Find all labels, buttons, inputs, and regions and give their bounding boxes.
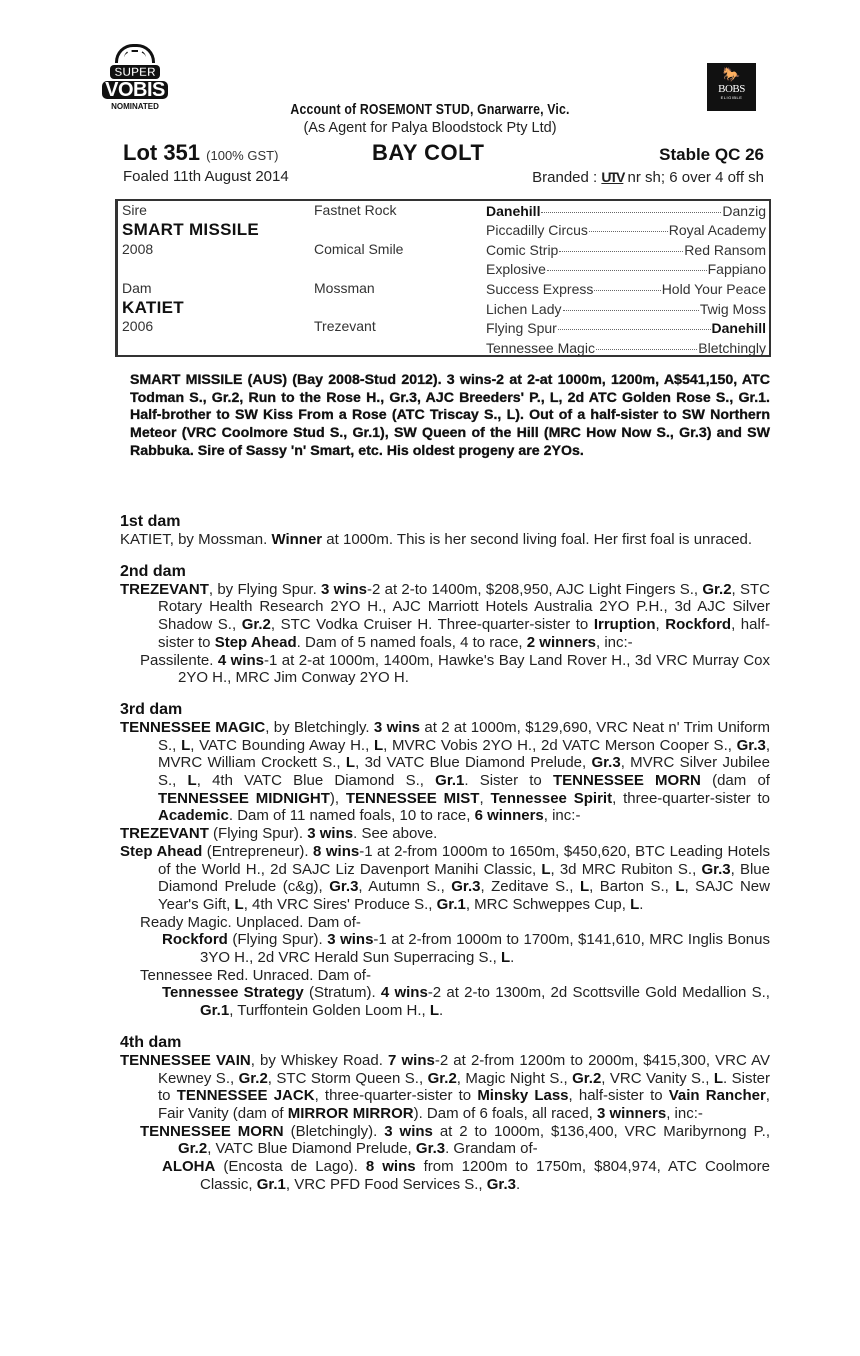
great-great-grandsire: Royal Academy bbox=[668, 222, 766, 239]
family-entry: Step Ahead (Entrepreneur). 8 wins-1 at 2-from 1000m to 1650m, $450,620, BTC Leading Hotels of the World H., 2d SAJC Liz Davenport Manihi Classic, L, 3d MRC Rubiton S., Gr.3, Blue Diamond Prelude (c&g), Gr.3, Autumn S., Gr.3, Zeditave S., L, Barton S., L, SAJC New Year's Gift, L, 4th VRC Sires' Produce S., Gr.1, MRC Schweppes Cup, L. bbox=[120, 842, 770, 913]
great-great-grandsire: Danzig bbox=[722, 203, 766, 219]
great-grandsire: Success Express bbox=[486, 280, 594, 297]
family-sections bbox=[120, 513, 770, 1208]
family-entry: KATIET, by Mossman. Winner at 1000m. This is her second living foal. Her first foal is unraced. bbox=[120, 531, 753, 548]
brand-mark-icon: UTV bbox=[601, 169, 624, 185]
family-entry: TREZEVANT (Flying Spur). 3 wins. See above. bbox=[120, 825, 438, 843]
spacer bbox=[122, 259, 259, 278]
pedigree-line bbox=[486, 202, 766, 221]
logo-nominated-text: NOMINATED bbox=[111, 102, 159, 111]
sire-summary: SMART MISSILE (AUS) (Bay 2008-Stud 2012). 3 wins-2 at 2-at 1000m, 1200m, A$541,150, ATC Todman S., Gr.2, Run to the Rose H., Gr.3, AJC Breeders' P., L, 2d ATC Golden Rose S., Gr.1. Half-brother to SW Kiss From a Rose (ATC Triscay S., L). Out of a half-sister to SW Northern Meteor (VRC Coolmore Stud S., Gr.1), SW Queen of the Hill (MRC How Now S., Gr.3) and SW Rabbuka. Sire of Sassy 'n' Smart, etc. His oldest progeny are 2YOs. bbox=[130, 372, 770, 459]
great-great-grandsire: Red Ransom bbox=[684, 241, 766, 258]
family-entry: ALOHA (Encosta de Lago). 8 wins from 1200m to 1750m, $804,974, ATC Coolmore Classic, Gr.1, VRC PFD Food Services S., Gr.3. bbox=[162, 1158, 770, 1193]
great-grandsire: Comic Strip bbox=[486, 241, 559, 258]
logo-vobis-text: VOBIS bbox=[102, 81, 168, 99]
sire-label: Sire bbox=[122, 202, 147, 218]
great-grandsire: Piccadilly Circus bbox=[486, 222, 588, 239]
sire-dam: Comical Smile bbox=[314, 240, 404, 257]
sire-name: SMART MISSILE bbox=[122, 220, 260, 240]
family-entry: TENNESSEE MAGIC, by Bletchingly. 3 wins at 2 at 1000m, $129,690, VRC Neat n' Trim Uniform S., L, VATC Bounding Away H., L, MVRC Vobis 2YO H., 2d VATC Merson Cooper S., Gr.3, MVRC William Crockett S., L, 3d VATC Blue Diamond Prelude, Gr.3, MVRC Silver Jubilee S., L, 4th VATC Blue Diamond S., Gr.1. Sister to TENNESSEE MORN (dam of TENNESSEE MIDNIGHT), TENNESSEE MIST, Tennessee Spirit, three-quarter-sister to Academic. Dam of 11 named foals, 10 to race, 6 winners, inc:- bbox=[120, 718, 771, 825]
family-entry: Tennessee Strategy (Stratum). 4 wins-2 at 2-to 1300m, 2d Scottsville Gold Medallion S., Gr.1, Turffontein Golden Loom H., L. bbox=[162, 984, 770, 1020]
sire-year: 2008 bbox=[122, 240, 154, 257]
brand-description bbox=[532, 168, 764, 187]
great-grandsire: Tennessee Magic bbox=[486, 339, 595, 356]
great-great-grandsire: Twig Moss bbox=[699, 300, 766, 317]
dam-section bbox=[120, 701, 770, 1020]
dot-leader bbox=[547, 270, 707, 271]
sire-sire: Fastnet Rock bbox=[314, 202, 397, 218]
lot-number bbox=[123, 140, 278, 166]
spacer bbox=[314, 298, 403, 317]
dot-leader bbox=[589, 231, 668, 232]
great-great-grandsire: Fappiano bbox=[707, 261, 766, 278]
section-heading: 1st dam bbox=[120, 513, 181, 530]
dot-leader bbox=[594, 290, 660, 291]
family-entry: Tennessee Red. Unraced. Dam of- bbox=[140, 966, 371, 984]
crown-arch-icon bbox=[115, 44, 155, 63]
horse-sex-colour: BAY COLT bbox=[372, 140, 485, 165]
dam-section bbox=[120, 563, 770, 687]
section-heading: 3rd dam bbox=[120, 700, 183, 718]
pedigree-line bbox=[486, 319, 766, 338]
great-grandsire: Explosive bbox=[486, 261, 546, 278]
great-grandsire: Lichen Lady bbox=[486, 300, 562, 317]
pedigree-line bbox=[486, 339, 766, 358]
spacer bbox=[314, 220, 403, 239]
dot-leader bbox=[596, 349, 697, 350]
family-entry: TREZEVANT, by Flying Spur. 3 wins-2 at 2-to 1400m, $208,950, AJC Light Fingers S., Gr.2, STC Rotary Health Research 2YO H., AJC Marriott Hotels Australia 2YO P.H., 3d AJC Silver Shadow S., Gr.2, STC Vodka Cruiser H. Three-quarter-sister to Irruption, Rockford, half-sister to Step Ahead. Dam of 5 named foals, 4 to race, 2 winners, inc:- bbox=[120, 580, 770, 651]
logo-eligible-text: ELIGIBLE bbox=[720, 95, 743, 100]
pedigree-line bbox=[486, 221, 766, 240]
great-grandsire: Flying Spur bbox=[486, 320, 557, 337]
dam-section bbox=[120, 513, 770, 549]
vendor-agent: (As Agent for Palya Bloodstock Pty Ltd) bbox=[303, 120, 557, 136]
logo-bobs-text: BOBS bbox=[718, 83, 745, 95]
dam-dam: Trezevant bbox=[314, 318, 376, 335]
vendor-account: Account of ROSEMONT STUD, Gnarwarre, Vic. bbox=[290, 101, 570, 118]
pedigree-parents-column bbox=[122, 201, 259, 337]
great-great-grandsire: Bletchingly bbox=[698, 339, 766, 356]
dam-year: 2006 bbox=[122, 318, 154, 335]
pedigree-line bbox=[486, 241, 766, 260]
stable-location: Stable QC 26 bbox=[659, 145, 764, 164]
dam-sire: Mossman bbox=[314, 279, 375, 296]
lot-label: Lot 351 bbox=[123, 140, 201, 165]
horse-jockey-icon: 🐎 bbox=[722, 66, 741, 82]
spacer bbox=[314, 259, 403, 278]
dot-leader bbox=[559, 251, 683, 252]
family-entry: Rockford (Flying Spur). 3 wins-1 at 2-from 1000m to 1700m, $141,610, MRC Inglis Bonus 3YO H., 2d VRC Herald Sun Superracing S., L. bbox=[162, 931, 770, 967]
dot-leader bbox=[541, 212, 721, 213]
pedigree-great-grandparents-column bbox=[486, 202, 766, 358]
branded-suffix: nr sh; 6 over 4 off sh bbox=[627, 169, 764, 186]
family-entry: Passilente. 4 wins-1 at 2-at 1000m, 1400m, Hawke's Bay Land Rover H., 3d VRC Murray Cox 2YO H., MRC Jim Conway 2YO H. bbox=[140, 651, 770, 687]
pedigree-line bbox=[486, 280, 766, 299]
pedigree-line bbox=[486, 260, 766, 279]
dot-leader bbox=[558, 329, 711, 330]
family-entry: TENNESSEE VAIN, by Whiskey Road. 7 wins-2 at 2-from 1200m to 2000m, $415,300, VRC AV Kewney S., Gr.2, STC Storm Queen S., Gr.2, Magic Night S., Gr.2, VRC Vanity S., L. Sister to TENNESSEE JACK, three-quarter-sister to Minsky Lass, half-sister to Vain Rancher, Fair Vanity (dam of MIRROR MIRROR). Dam of 6 foals, all raced, 3 winners, inc:- bbox=[120, 1051, 770, 1122]
family-entry: Ready Magic. Unplaced. Dam of- bbox=[140, 913, 361, 931]
pedigree-grandparents-column bbox=[314, 201, 403, 337]
family-entry: TENNESSEE MORN (Bletchingly). 3 wins at 2 to 1000m, $136,400, VRC Maribyrnong P., Gr.2, VATC Blue Diamond Prelude, Gr.3. Grandam of- bbox=[140, 1122, 770, 1158]
pedigree-table bbox=[115, 199, 771, 357]
dam-label: Dam bbox=[122, 279, 152, 296]
great-great-grandsire: Danehill bbox=[711, 320, 766, 337]
great-great-grandsire: Hold Your Peace bbox=[661, 280, 766, 297]
logo-super-text: SUPER bbox=[110, 65, 159, 79]
branded-prefix: Branded : bbox=[532, 169, 598, 186]
dam-name: KATIET bbox=[122, 297, 184, 317]
dam-section bbox=[120, 1034, 770, 1194]
section-heading: 2nd dam bbox=[120, 562, 186, 580]
pedigree-line bbox=[486, 300, 766, 319]
section-heading: 4th dam bbox=[120, 1033, 182, 1051]
gst-note: (100% GST) bbox=[206, 148, 279, 163]
dot-leader bbox=[563, 310, 699, 311]
great-grandsire: Danehill bbox=[486, 203, 541, 219]
foaled-date: Foaled 11th August 2014 bbox=[123, 168, 289, 185]
